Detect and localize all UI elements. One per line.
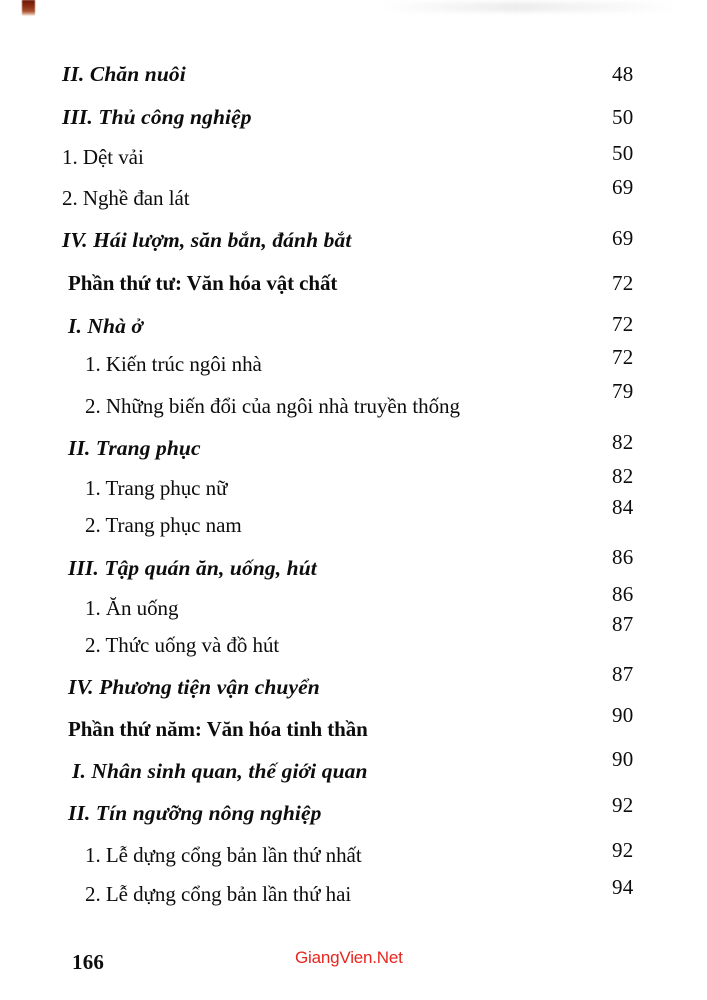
toc-entry-label: II. Chăn nuôi — [62, 62, 186, 86]
toc-entry-page-number: 50 — [612, 141, 634, 165]
toc-entry-label: 1. Ăn uống — [85, 596, 179, 620]
toc-entry-page-number: 94 — [612, 875, 634, 899]
toc-entry-label: Phần thứ năm: Văn hóa tinh thần — [68, 717, 368, 741]
toc-entry-label: Phần thứ tư: Văn hóa vật chất — [68, 271, 338, 295]
toc-entry-page-number: 72 — [612, 312, 634, 336]
toc-entry-page-number: 50 — [612, 105, 634, 129]
toc-entry-label: IV. Phương tiện vận chuyển — [68, 675, 320, 699]
toc-entry-label: 2. Nghề đan lát — [62, 186, 190, 210]
toc-entry-page-number: 69 — [612, 175, 634, 199]
toc-entry-page-number: 87 — [612, 612, 634, 636]
toc-entry-page-number: 72 — [612, 271, 634, 295]
toc-entry-page-number: 84 — [612, 495, 634, 519]
toc-entry-page-number: 79 — [612, 379, 634, 403]
toc-entry-label: 2. Thức uống và đồ hút — [85, 633, 280, 657]
site-watermark: GiangVien.Net — [295, 948, 403, 967]
toc-entry-label: II. Trang phục — [68, 436, 201, 460]
toc-entry-page-number: 92 — [612, 793, 634, 817]
toc-entry-page-number: 92 — [612, 838, 634, 862]
toc-entry-label: 1. Trang phục nữ — [85, 476, 228, 500]
toc-entry-label: II. Tín ngưỡng nông nghiệp — [68, 801, 322, 825]
toc-entry-page-number: 90 — [612, 703, 634, 727]
toc-entry-page-number: 86 — [612, 582, 634, 606]
toc-entry-page-number: 69 — [612, 226, 634, 250]
toc-entry-label: III. Tập quán ăn, uống, hút — [68, 556, 317, 580]
toc-entry-label: I. Nhà ở — [68, 314, 144, 338]
toc-entry-label: I. Nhân sinh quan, thế giới quan — [72, 759, 368, 783]
toc-entry-label: 1. Lễ dựng cổng bản lần thứ nhất — [85, 843, 362, 867]
toc-entry-label: III. Thủ công nghiệp — [62, 105, 252, 129]
toc-entry-page-number: 82 — [612, 464, 634, 488]
toc-entry-page-number: 90 — [612, 747, 634, 771]
toc-entry-page-number: 48 — [612, 62, 634, 86]
toc-entry-page-number: 87 — [612, 662, 634, 686]
toc-entry-page-number: 72 — [612, 345, 634, 369]
toc-entry-page-number: 82 — [612, 430, 634, 454]
toc-entry-label: 1. Dệt vải — [62, 145, 144, 169]
toc-entry-label: 2. Những biến đổi của ngôi nhà truyền thống — [85, 394, 460, 418]
toc-entry-label: IV. Hái lượm, săn bắn, đánh bắt — [62, 228, 352, 252]
toc-entry-page-number: 86 — [612, 545, 634, 569]
toc-entry-label: 1. Kiến trúc ngôi nhà — [85, 352, 262, 376]
page-folio-number: 166 — [72, 950, 105, 974]
toc-entry-label: 2. Trang phục nam — [85, 513, 242, 537]
toc-entry-label: 2. Lễ dựng cổng bản lần thứ hai — [85, 882, 352, 906]
